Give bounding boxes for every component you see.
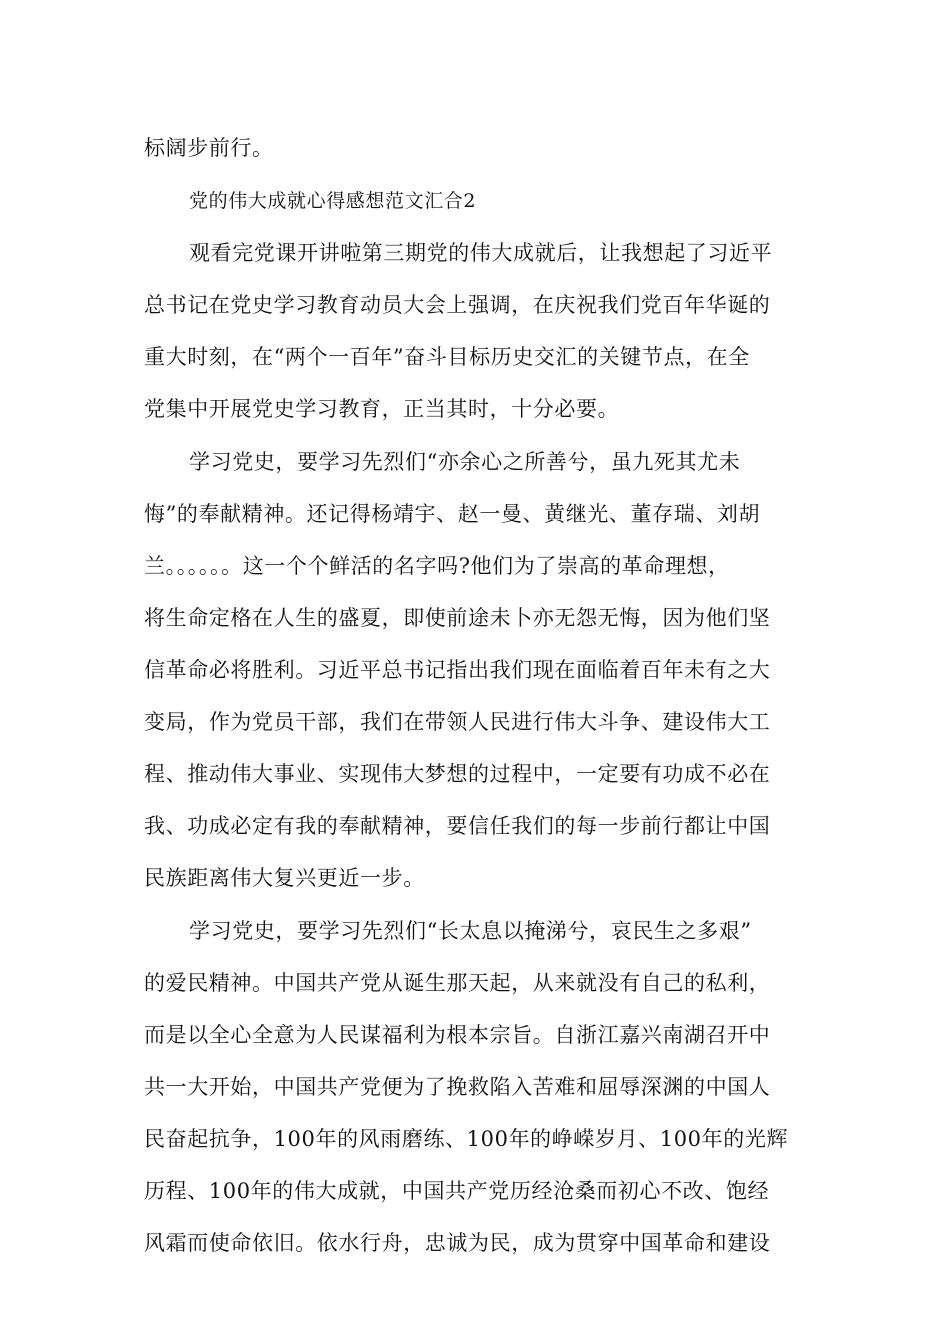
paragraph-line: 的爱民精神。中国共产党从诞生那天起，从来就没有自己的私利， bbox=[144, 971, 771, 995]
paragraph-line: 而是以全心全意为人民谋福利为根本宗旨。自浙江嘉兴南湖召开中 bbox=[144, 1023, 771, 1047]
paragraph-line: 观看完党课开讲啦第三期党的伟大成就后，让我想起了习近平 bbox=[189, 241, 773, 265]
paragraph-line: 悔”的奉献精神。还记得杨靖宇、赵一曼、黄继光、董存瑞、刘胡 bbox=[144, 502, 761, 526]
paragraph-line: 程、推动伟大事业、实现伟大梦想的过程中，一定要有功成不必在 bbox=[144, 762, 771, 786]
section-heading: 党的伟大成就心得感想范文汇合2 bbox=[189, 190, 477, 212]
paragraph-line: 学习党史，要学习先烈们“长太息以掩涕兮，哀民生之多艰” bbox=[189, 919, 752, 943]
paragraph-line: 民族距离伟大复兴更近一步。 bbox=[144, 866, 425, 890]
paragraph-line: 民奋起抗争，100年的风雨磨练、100年的峥嵘岁月、100年的光辉 bbox=[144, 1127, 789, 1151]
paragraph-line: 重大时刻，在“两个一百年”奋斗目标历史交汇的关键节点，在全 bbox=[144, 345, 750, 369]
paragraph-line: 我、功成必定有我的奉献精神，要信任我们的每一步前行都让中国 bbox=[144, 814, 771, 838]
paragraph-line: 兰。。。。。。这一个个鲜活的名字吗?他们为了崇高的革命理想， bbox=[144, 554, 730, 578]
paragraph-line: 标阔步前行。 bbox=[144, 136, 274, 160]
paragraph-line: 党集中开展党史学习教育，正当其时，十分必要。 bbox=[144, 397, 620, 421]
paragraph-line: 风霜而使命依旧。依水行舟，忠诚为民，成为贯穿中国革命和建设 bbox=[144, 1231, 771, 1255]
paragraph-line: 信革命必将胜利。习近平总书记指出我们现在面临着百年未有之大 bbox=[144, 658, 771, 682]
paragraph-line: 共一大开始，中国共产党便为了挽救陷入苦难和屈辱深渊的中国人 bbox=[144, 1075, 771, 1099]
paragraph-line: 总书记在党史学习教育动员大会上强调，在庆祝我们党百年华诞的 bbox=[144, 293, 771, 317]
paragraph-line: 变局，作为党员干部，我们在带领人民进行伟大斗争、建设伟大工 bbox=[144, 710, 771, 734]
paragraph-line: 将生命定格在人生的盛夏，即使前途未卜亦无怨无悔，因为他们坚 bbox=[144, 606, 771, 630]
paragraph-line: 学习党史，要学习先烈们“亦余心之所善兮，虽九死其尤未 bbox=[189, 450, 741, 474]
paragraph-line: 历程、100年的伟大成就，中国共产党历经沧桑而初心不改、饱经 bbox=[144, 1179, 770, 1203]
